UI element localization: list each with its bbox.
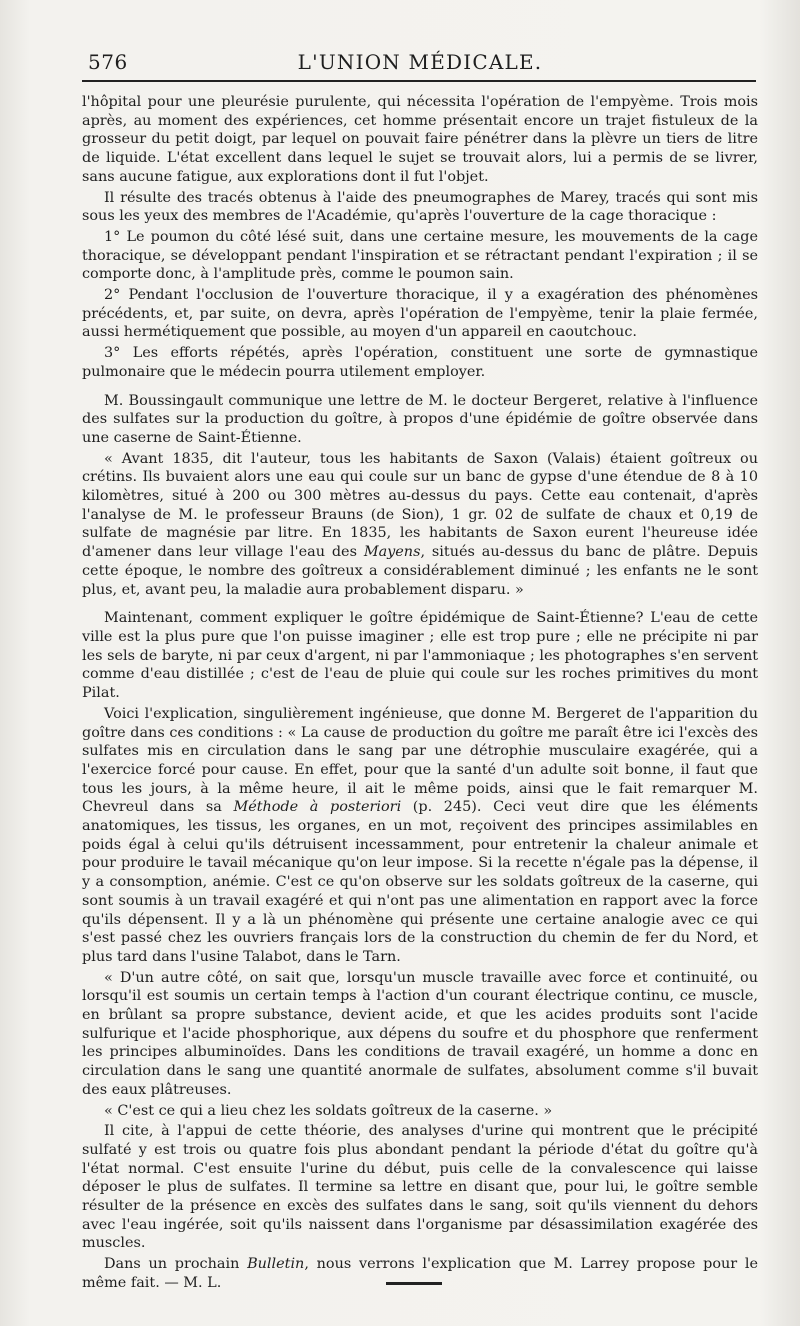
paragraph: 3° Les efforts répétés, après l'opération, constituent une sorte de gymnastique pulmonaire que le médecin pourra utilement employer. (82, 345, 758, 380)
page-header (84, 50, 756, 78)
paragraph: « C'est ce qui a lieu chez les soldats goîtreux de la caserne. » (104, 1102, 553, 1119)
paragraph: 1° Le poumon du côté lésé suit, dans une certaine mesure, les mouvements de la cage thoracique, se développant pendant l'inspiration et se rétractant pendant l'expiration ; il se comporte donc, à l'amplitude près, comme le poumon sain. (82, 228, 758, 283)
paragraph: « D'un autre côté, on sait que, lorsqu'un muscle travaille avec force et continuité, ou lorsqu'il est soumis un certain temps à l'action d'un courant électrique continu, ce muscle, en brûlant sa propre substance, devient acide, et que les acides produits sont l'acide sulfurique et l'acide phosphorique, aux dépens du soufre et du phosphore que renferment les principes albuminoïdes. Dans les conditions de travail exagéré, un homme a donc en circulation dans le sang une quantité anormale de sulfates, absolument comme s'il buvait des eaux plâtreuses. (82, 969, 758, 1098)
paragraph: l'hôpital pour une pleurésie purulente, qui nécessita l'opération de l'empyème. Trois mois après, au moment des expériences, cet homme présentait encore un trajet fistuleux de la grosseur du petit doigt, par lequel on pouvait faire pénétrer dans la plèvre un tiers de litre de liquide. L'état excellent dans lequel le sujet se trouvait alors, lui a permis de se livrer, sans aucune fatigue, aux explorations dont il fut l'objet. (82, 94, 758, 185)
header-rule (82, 80, 756, 82)
article-body (82, 93, 758, 1295)
paragraph: Il cite, à l'appui de cette théorie, des analyses d'urine qui montrent que le précipité sulfaté y est trois ou quatre fois plus abondant pendant la période d'état du goître qu'à l'état normal. C'est ensuite l'urine du début, puis celle de la convalescence qui laisse déposer le plus de sulfates. Il termine sa lettre en disant que, pour lui, le goître semble résulter de la présence en excès des sulfates dans le sang, soit qu'ils viennent du dehors avec l'eau ingérée, soit qu'ils naissent dans l'organisme par désassimilation exagérée des muscles. (82, 1123, 758, 1252)
paragraph: Maintenant, comment expliquer le goître épidémique de Saint-Étienne? L'eau de cette ville est la plus pure que l'on puisse imaginer ; elle est trop pure ; elle ne précipite ni par les sels de baryte, ni par ceux d'argent, ni par l'ammoniaque ; les photographes s'en servent comme d'eau distillée ; c'est de l'eau de pluie qui coule sur les roches primitives du mont Pilat. (82, 610, 758, 702)
paragraph: 2° Pendant l'occlusion de l'ouverture thoracique, il y a exagération des phénomènes précédents, et, par suite, on devra, après l'opération de l'empyème, tenir la plaie fermée, aussi hermétiquement que possible, au moyen d'un appareil en caoutchouc. (82, 287, 758, 341)
paragraph: Voici l'explication, singulièrement ingénieuse, que donne M. Bergeret de l'apparition du goître dans ces conditions : « La cause de production du goître me paraît être ici l'excès des sulfates mis en circulation dans le sang par une détrophie musculaire exagérée, qui a l'exercice forcé pour cause. En effet, pour que la santé d'un adulte soit bonne, il faut que tous les jours, à la même heure, il ait le même poids, ainsi que le fait remarquer M. Chevreul dans sa Méthode à posteriori (p. 245). Ceci veut dire que les éléments anatomiques, les tissus, les organes, en un mot, reçoivent des principes assimilables en poids égal à celui qu'ils détruisent incessamment, pour entretenir la chaleur animale et pour produire le tavail mécanique qu'on leur impose. Si la recette n'égale pas la dépense, il y a consomption, anémie. C'est ce qu'on observe sur les soldats goîtreux de la caserne, qui sont soumis à un travail exagéré et qui n'ont pas une alimentation en rapport avec la force qu'ils dépensent. Il y a là un phénomène qui présente une certaine analogie avec ce qui s'est passé chez les ouvriers français lors de la construction du chemin de fer du Nord, et plus tard dans l'usine Talabot, dans le Tarn. (82, 705, 758, 965)
paragraph: « Avant 1835, dit l'auteur, tous les habitants de Saxon (Valais) étaient goîtreux ou crétins. Ils buvaient alors une eau qui coule sur un banc de gypse d'une étendue de 8 à 10 kilomètres, situé à 200 ou 300 mètres au-dessus du pays. Cette eau contenait, d'après l'analyse de M. le professeur Brauns (de Sion), 1 gr. 02 de sulfate de chaux et 0,19 de sulfate de magnésie par litre. En 1835, les habitants de Saxon eurent l'heureuse idée d'amener dans leur village l'eau des Mayens, situés au-dessus du banc de plâtre. Depuis cette époque, le nombre des goîtreux a considérablement diminué ; les enfants ne le sont plus, et, avant peu, la maladie aura probablement disparu. » (82, 450, 758, 598)
paragraph: Dans un prochain Bulletin, nous verrons l'explication que M. Larrey propose pour le même fait. — M. L. (82, 1256, 758, 1291)
paragraph: M. Boussingault communique une lettre de M. le docteur Bergeret, relative à l'influence des sulfates sur la production du goître, à propos d'une épidémie de goître observée dans une caserne de Saint-Étienne. (82, 392, 758, 446)
page-number: 576 (88, 50, 128, 74)
end-rule (386, 1282, 442, 1285)
paragraph: Il résulte des tracés obtenus à l'aide des pneumographes de Marey, tracés qui sont mis sous les yeux des membres de l'Académie, qu'après l'ouverture de la cage thoracique : (82, 189, 758, 225)
running-title: L'UNION MÉDICALE. (297, 50, 543, 74)
